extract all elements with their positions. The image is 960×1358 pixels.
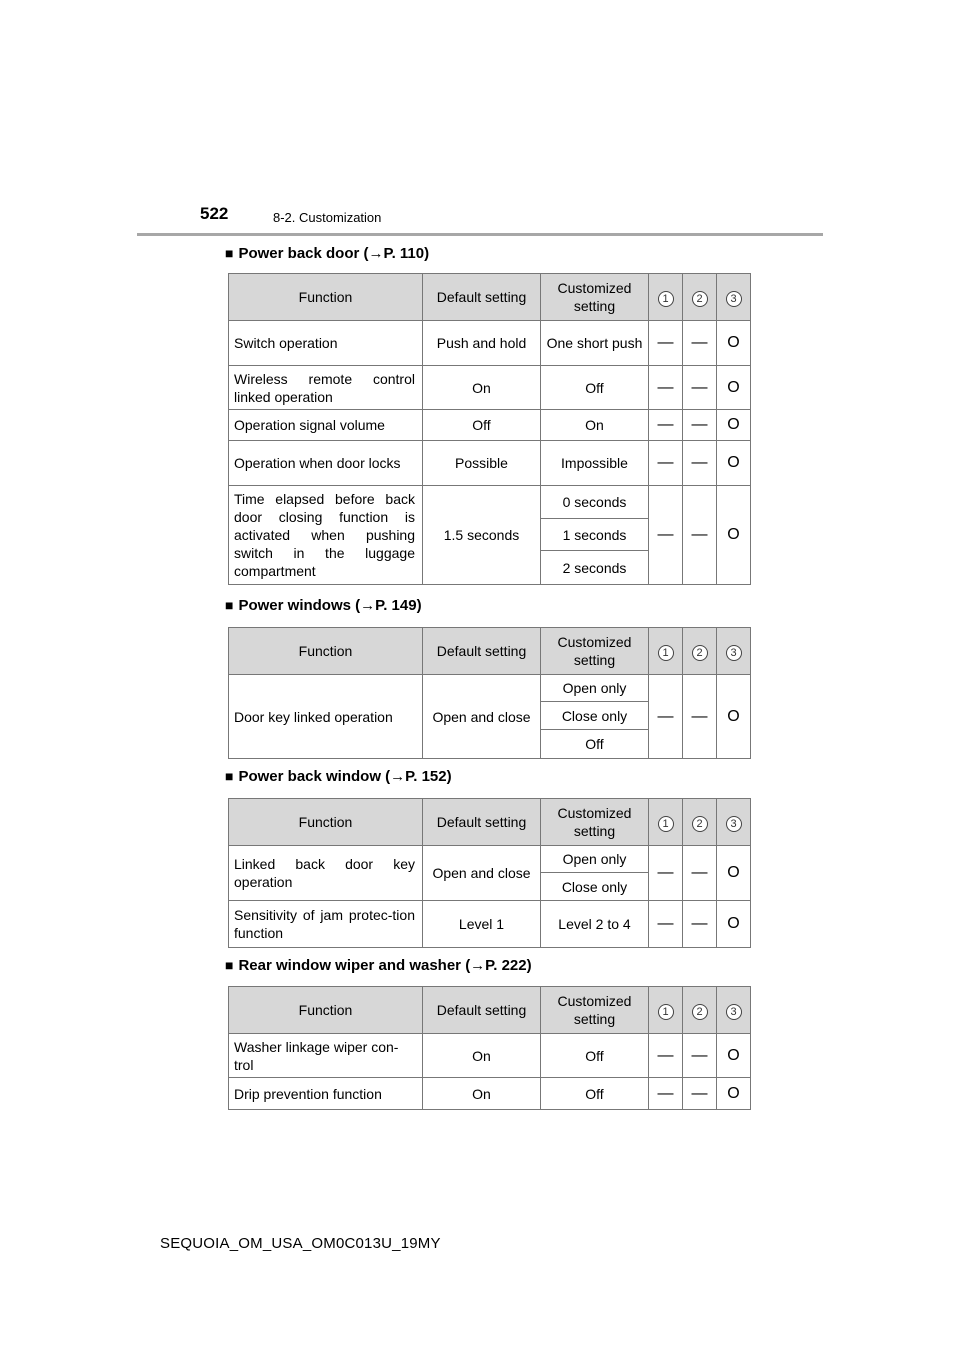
- c2-cell: —: [683, 675, 717, 759]
- c2-cell: —: [683, 846, 717, 901]
- c2-cell: —: [683, 486, 717, 585]
- customized-cell: One short push: [541, 321, 649, 366]
- c2-cell: —: [683, 1078, 717, 1110]
- header-rule: [137, 233, 823, 236]
- function-cell: Operation signal volume: [229, 410, 423, 441]
- circled-3-icon: 3: [726, 645, 742, 661]
- customized-cell: 0 seconds: [541, 486, 649, 519]
- circled-2-icon: 2: [692, 645, 708, 661]
- table-row: [229, 321, 751, 366]
- table-header-row: [229, 987, 751, 1034]
- col-function: Function: [229, 628, 423, 675]
- function-cell: Drip prevention function: [229, 1078, 423, 1110]
- col-function: Function: [229, 274, 423, 321]
- c1-cell: —: [649, 675, 683, 759]
- c1-cell: —: [649, 846, 683, 901]
- default-cell: On: [423, 1034, 541, 1078]
- c3-cell: O: [717, 846, 751, 901]
- heading-text: Power windows (→P. 149): [238, 597, 422, 614]
- bullet-square-icon: ■: [225, 245, 234, 261]
- customized-cell: Off: [541, 1034, 649, 1078]
- col-3: [717, 274, 751, 321]
- col-3: [717, 628, 751, 675]
- col-function: Function: [229, 799, 423, 846]
- table-row: [229, 410, 751, 441]
- col-1: [649, 628, 683, 675]
- customized-cell: Close only: [541, 873, 649, 901]
- c3-cell: O: [717, 901, 751, 948]
- c3-cell: O: [717, 1078, 751, 1110]
- footer-document-id: SEQUOIA_OM_USA_OM0C013U_19MY: [160, 1235, 441, 1252]
- col-default: Default setting: [423, 987, 541, 1034]
- c2-cell: —: [683, 366, 717, 410]
- col-2: [683, 987, 717, 1034]
- table-row: [229, 675, 751, 702]
- customized-cell: 2 seconds: [541, 551, 649, 585]
- function-cell: Sensitivity of jam protec-tion function: [229, 901, 423, 948]
- c3-cell: O: [717, 321, 751, 366]
- heading-text: Power back door (→P. 110): [238, 245, 430, 262]
- c3-cell: O: [717, 410, 751, 441]
- c1-cell: —: [649, 321, 683, 366]
- col-default: Default setting: [423, 274, 541, 321]
- function-cell: Time elapsed before back door closing function is activated when pushing switch in the luggage compartment: [229, 486, 423, 585]
- c1-cell: —: [649, 1078, 683, 1110]
- c2-cell: —: [683, 410, 717, 441]
- c2-cell: —: [683, 441, 717, 486]
- circled-3-icon: 3: [726, 1004, 742, 1020]
- default-cell: 1.5 seconds: [423, 486, 541, 585]
- bullet-square-icon: ■: [225, 768, 234, 784]
- circled-2-icon: 2: [692, 1004, 708, 1020]
- c3-cell: O: [717, 675, 751, 759]
- default-cell: Open and close: [423, 846, 541, 901]
- heading-power-windows: [225, 597, 422, 614]
- function-cell: Door key linked operation: [229, 675, 423, 759]
- c1-cell: —: [649, 366, 683, 410]
- heading-text: Rear window wiper and washer (→P. 222): [238, 957, 532, 974]
- table-row: [229, 901, 751, 948]
- function-cell: Wireless remote control linked operation: [229, 366, 423, 410]
- c3-cell: O: [717, 366, 751, 410]
- col-3: [717, 987, 751, 1034]
- customized-cell: Open only: [541, 846, 649, 873]
- c1-cell: —: [649, 410, 683, 441]
- c3-cell: O: [717, 486, 751, 585]
- col-2: [683, 799, 717, 846]
- page-number: 522: [200, 204, 229, 223]
- default-cell: Off: [423, 410, 541, 441]
- customized-cell: Off: [541, 366, 649, 410]
- col-customized: Customized setting: [541, 628, 649, 675]
- table-row: [229, 486, 751, 519]
- heading-power-back-door: [225, 245, 429, 262]
- table-row: [229, 1078, 751, 1110]
- table-row: [229, 1034, 751, 1078]
- col-function: Function: [229, 987, 423, 1034]
- c2-cell: —: [683, 901, 717, 948]
- c3-cell: O: [717, 441, 751, 486]
- circled-1-icon: 1: [658, 291, 674, 307]
- table-header-row: [229, 628, 751, 675]
- col-default: Default setting: [423, 799, 541, 846]
- customized-cell: Open only: [541, 675, 649, 702]
- circled-3-icon: 3: [726, 291, 742, 307]
- c3-cell: O: [717, 1034, 751, 1078]
- circled-2-icon: 2: [692, 816, 708, 832]
- customized-cell: On: [541, 410, 649, 441]
- heading-text: Power back window (→P. 152): [238, 768, 452, 785]
- col-2: [683, 628, 717, 675]
- heading-rear-wiper-washer: [225, 957, 532, 974]
- c2-cell: —: [683, 321, 717, 366]
- col-customized: Customized setting: [541, 987, 649, 1034]
- table-header-row: [229, 799, 751, 846]
- table-row: [229, 366, 751, 410]
- col-3: [717, 799, 751, 846]
- col-customized: Customized setting: [541, 274, 649, 321]
- customized-cell: Impossible: [541, 441, 649, 486]
- col-2: [683, 274, 717, 321]
- default-cell: Possible: [423, 441, 541, 486]
- default-cell: Level 1: [423, 901, 541, 948]
- customized-cell: 1 seconds: [541, 519, 649, 551]
- customized-cell: Off: [541, 1078, 649, 1110]
- default-cell: On: [423, 1078, 541, 1110]
- col-1: [649, 274, 683, 321]
- col-1: [649, 987, 683, 1034]
- function-cell: Operation when door locks: [229, 441, 423, 486]
- default-cell: Open and close: [423, 675, 541, 759]
- circled-1-icon: 1: [658, 816, 674, 832]
- c2-cell: —: [683, 1034, 717, 1078]
- circled-1-icon: 1: [658, 645, 674, 661]
- circled-1-icon: 1: [658, 1004, 674, 1020]
- c1-cell: —: [649, 486, 683, 585]
- col-default: Default setting: [423, 628, 541, 675]
- function-cell: Washer linkage wiper con-trol: [229, 1034, 423, 1078]
- default-cell: On: [423, 366, 541, 410]
- function-cell: Linked back door key operation: [229, 846, 423, 901]
- col-customized: Customized setting: [541, 799, 649, 846]
- table-row: [229, 441, 751, 486]
- circled-2-icon: 2: [692, 291, 708, 307]
- col-1: [649, 799, 683, 846]
- c1-cell: —: [649, 1034, 683, 1078]
- c1-cell: —: [649, 901, 683, 948]
- customized-cell: Close only: [541, 702, 649, 730]
- c1-cell: —: [649, 441, 683, 486]
- table-power-back-window: [228, 798, 751, 948]
- table-rear-wiper-washer: [228, 986, 751, 1110]
- section-title: 8-2. Customization: [273, 210, 382, 225]
- circled-3-icon: 3: [726, 816, 742, 832]
- bullet-square-icon: ■: [225, 597, 234, 613]
- table-header-row: [229, 274, 751, 321]
- function-cell: Switch operation: [229, 321, 423, 366]
- heading-power-back-window: [225, 768, 452, 785]
- table-row: [229, 846, 751, 873]
- bullet-square-icon: ■: [225, 957, 234, 973]
- table-power-back-door: [228, 273, 751, 585]
- customized-cell: Off: [541, 730, 649, 759]
- customized-cell: Level 2 to 4: [541, 901, 649, 948]
- table-power-windows: [228, 627, 751, 759]
- default-cell: Push and hold: [423, 321, 541, 366]
